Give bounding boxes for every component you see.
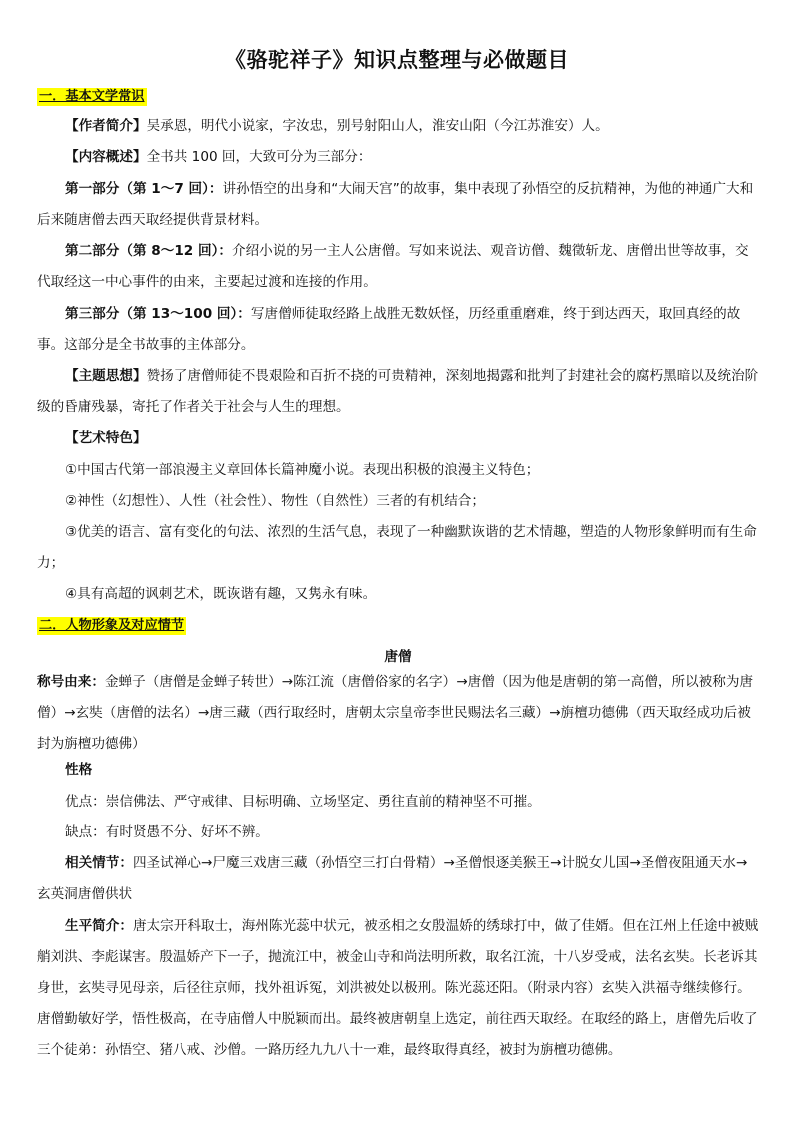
section-heading-characters: 二．人物形象及对应情节 (39, 618, 185, 633)
bio-text: 唐太宗开科取士，海州陈光蕊中状元，被丞相之女殷温娇的绣球打中，做了佳婿。但在江州上任途中被贼艄刘洪、李彪谋害。殷温娇产下一子，抛流江中，被金山寺和尚法明所救，取名江流，十八岁受戒，法名玄奘。长老诉其身世，玄奘寻见母亲，后径往京师，找外祖诉冤，刘洪被处以极刑。陈光蕊还阳。（附录内容）玄奘入洪福寺继续修行。唐僧勤敏好学，悟性极高，在寺庙僧人中脱颖而出。最终被唐朝皇上选定，前往西天取经。在取经的路上，唐僧先后收了三个徒弟：孙悟空、猪八戒、沙僧。一路历经九九八十一难，最终取得真经，被封为旃檀功德佛。 (37, 918, 759, 1058)
art-item: ①中国古代第一部浪漫主义章回体长篇神魔小说。表现出积极的浪漫主义特色； (65, 462, 540, 478)
content-text: 全书共 100 回，大致可分为三部分： (146, 149, 372, 165)
section-heading-basic-knowledge: 一．基本文学常识 (39, 89, 145, 104)
art-item: ③优美的语言、富有变化的句法、浓烈的生活气息，表现了一种幽默诙谐的艺术情趣，塑造的人物形象鲜明而有生命力； (37, 524, 757, 571)
part3-text: 写唐僧师徒取经路上战胜无数妖怪，历经重重磨难，终于到达西天，取回真经的故事。这部分是全书故事的主体部分。 (37, 306, 741, 353)
title-origin-label: 称号由来： (37, 674, 105, 690)
character-name: 唐僧 (384, 649, 412, 665)
part2-label: 第二部分（第 8～12 回）： (65, 243, 232, 259)
merit-text: 优点：崇信佛法、严守戒律、目标明确、立场坚定、勇往直前的精神坚不可摧。 (65, 794, 541, 810)
author-text: 吴承恩，明代小说家，字汝忠，别号射阳山人，淮安山阳（今江苏淮安）人。 (146, 118, 609, 134)
part1-label: 第一部分（第 1～7 回）： (65, 181, 223, 197)
plots-text: 四圣试禅心→尸魔三戏唐三藏（孙悟空三打白骨精）→圣僧恨逐美猴王→计脱女儿国→圣僧夜阻通天水→玄英洞唐僧供状 (37, 855, 748, 902)
content-label: 【内容概述】 (65, 149, 147, 165)
plots-label: 相关情节： (65, 855, 133, 871)
bio-paragraph (37, 911, 759, 1066)
content-paragraph (37, 142, 759, 173)
part2-paragraph (37, 236, 759, 298)
title-origin-text: 金蝉子（唐僧是金蝉子转世）→陈江流（唐僧俗家的名字）→唐僧（因为他是唐朝的第一高僧，所以被称为唐僧）→玄奘（唐僧的法名）→唐三藏（西行取经时，唐朝太宗皇帝李世民赐法名三藏）→旃檀功德佛（西天取经成功后被封为旃檀功德佛） (37, 674, 754, 752)
author-label: 【作者简介】 (65, 118, 147, 134)
theme-text: 赞扬了唐僧师徒不畏艰险和百折不挠的可贵精神，深刻地揭露和批判了封建社会的腐朽黑暗以及统治阶级的昏庸残暴，寄托了作者关于社会与人生的理想。 (37, 368, 759, 415)
flaw-text: 缺点：有时贤愚不分、好坏不辨。 (65, 824, 269, 840)
theme-paragraph (37, 361, 759, 423)
part3-label: 第三部分（第 13～100 回）： (65, 306, 251, 322)
part3-paragraph (37, 299, 759, 361)
theme-label: 【主题思想】 (65, 368, 147, 384)
art-label: 【艺术特色】 (65, 430, 147, 446)
title-origin-paragraph (37, 667, 759, 760)
part1-paragraph (37, 174, 759, 236)
page-title: 《骆驼祥子》知识点整理与必做题目 (225, 48, 569, 72)
personality-label: 性格 (65, 762, 93, 778)
author-paragraph (37, 111, 759, 142)
bio-label: 生平简介： (65, 918, 133, 934)
plots-paragraph (37, 848, 759, 910)
art-item: ②神性（幻想性）、人性（社会性）、物性（自然性）三者的有机结合； (65, 493, 485, 509)
part2-text: 介绍小说的另一主人公唐僧。写如来说法、观音访僧、魏徵斩龙、唐僧出世等故事，交代取经这一中心事件的由来，主要起过渡和连接的作用。 (37, 243, 749, 290)
part1-text: 讲孙悟空的出身和“大闹天宫”的故事，集中表现了孙悟空的反抗精神，为他的神通广大和后来随唐僧去西天取经提供背景材料。 (37, 181, 754, 228)
art-item: ④具有高超的讽刺艺术，既诙谐有趣，又隽永有味。 (65, 586, 377, 602)
